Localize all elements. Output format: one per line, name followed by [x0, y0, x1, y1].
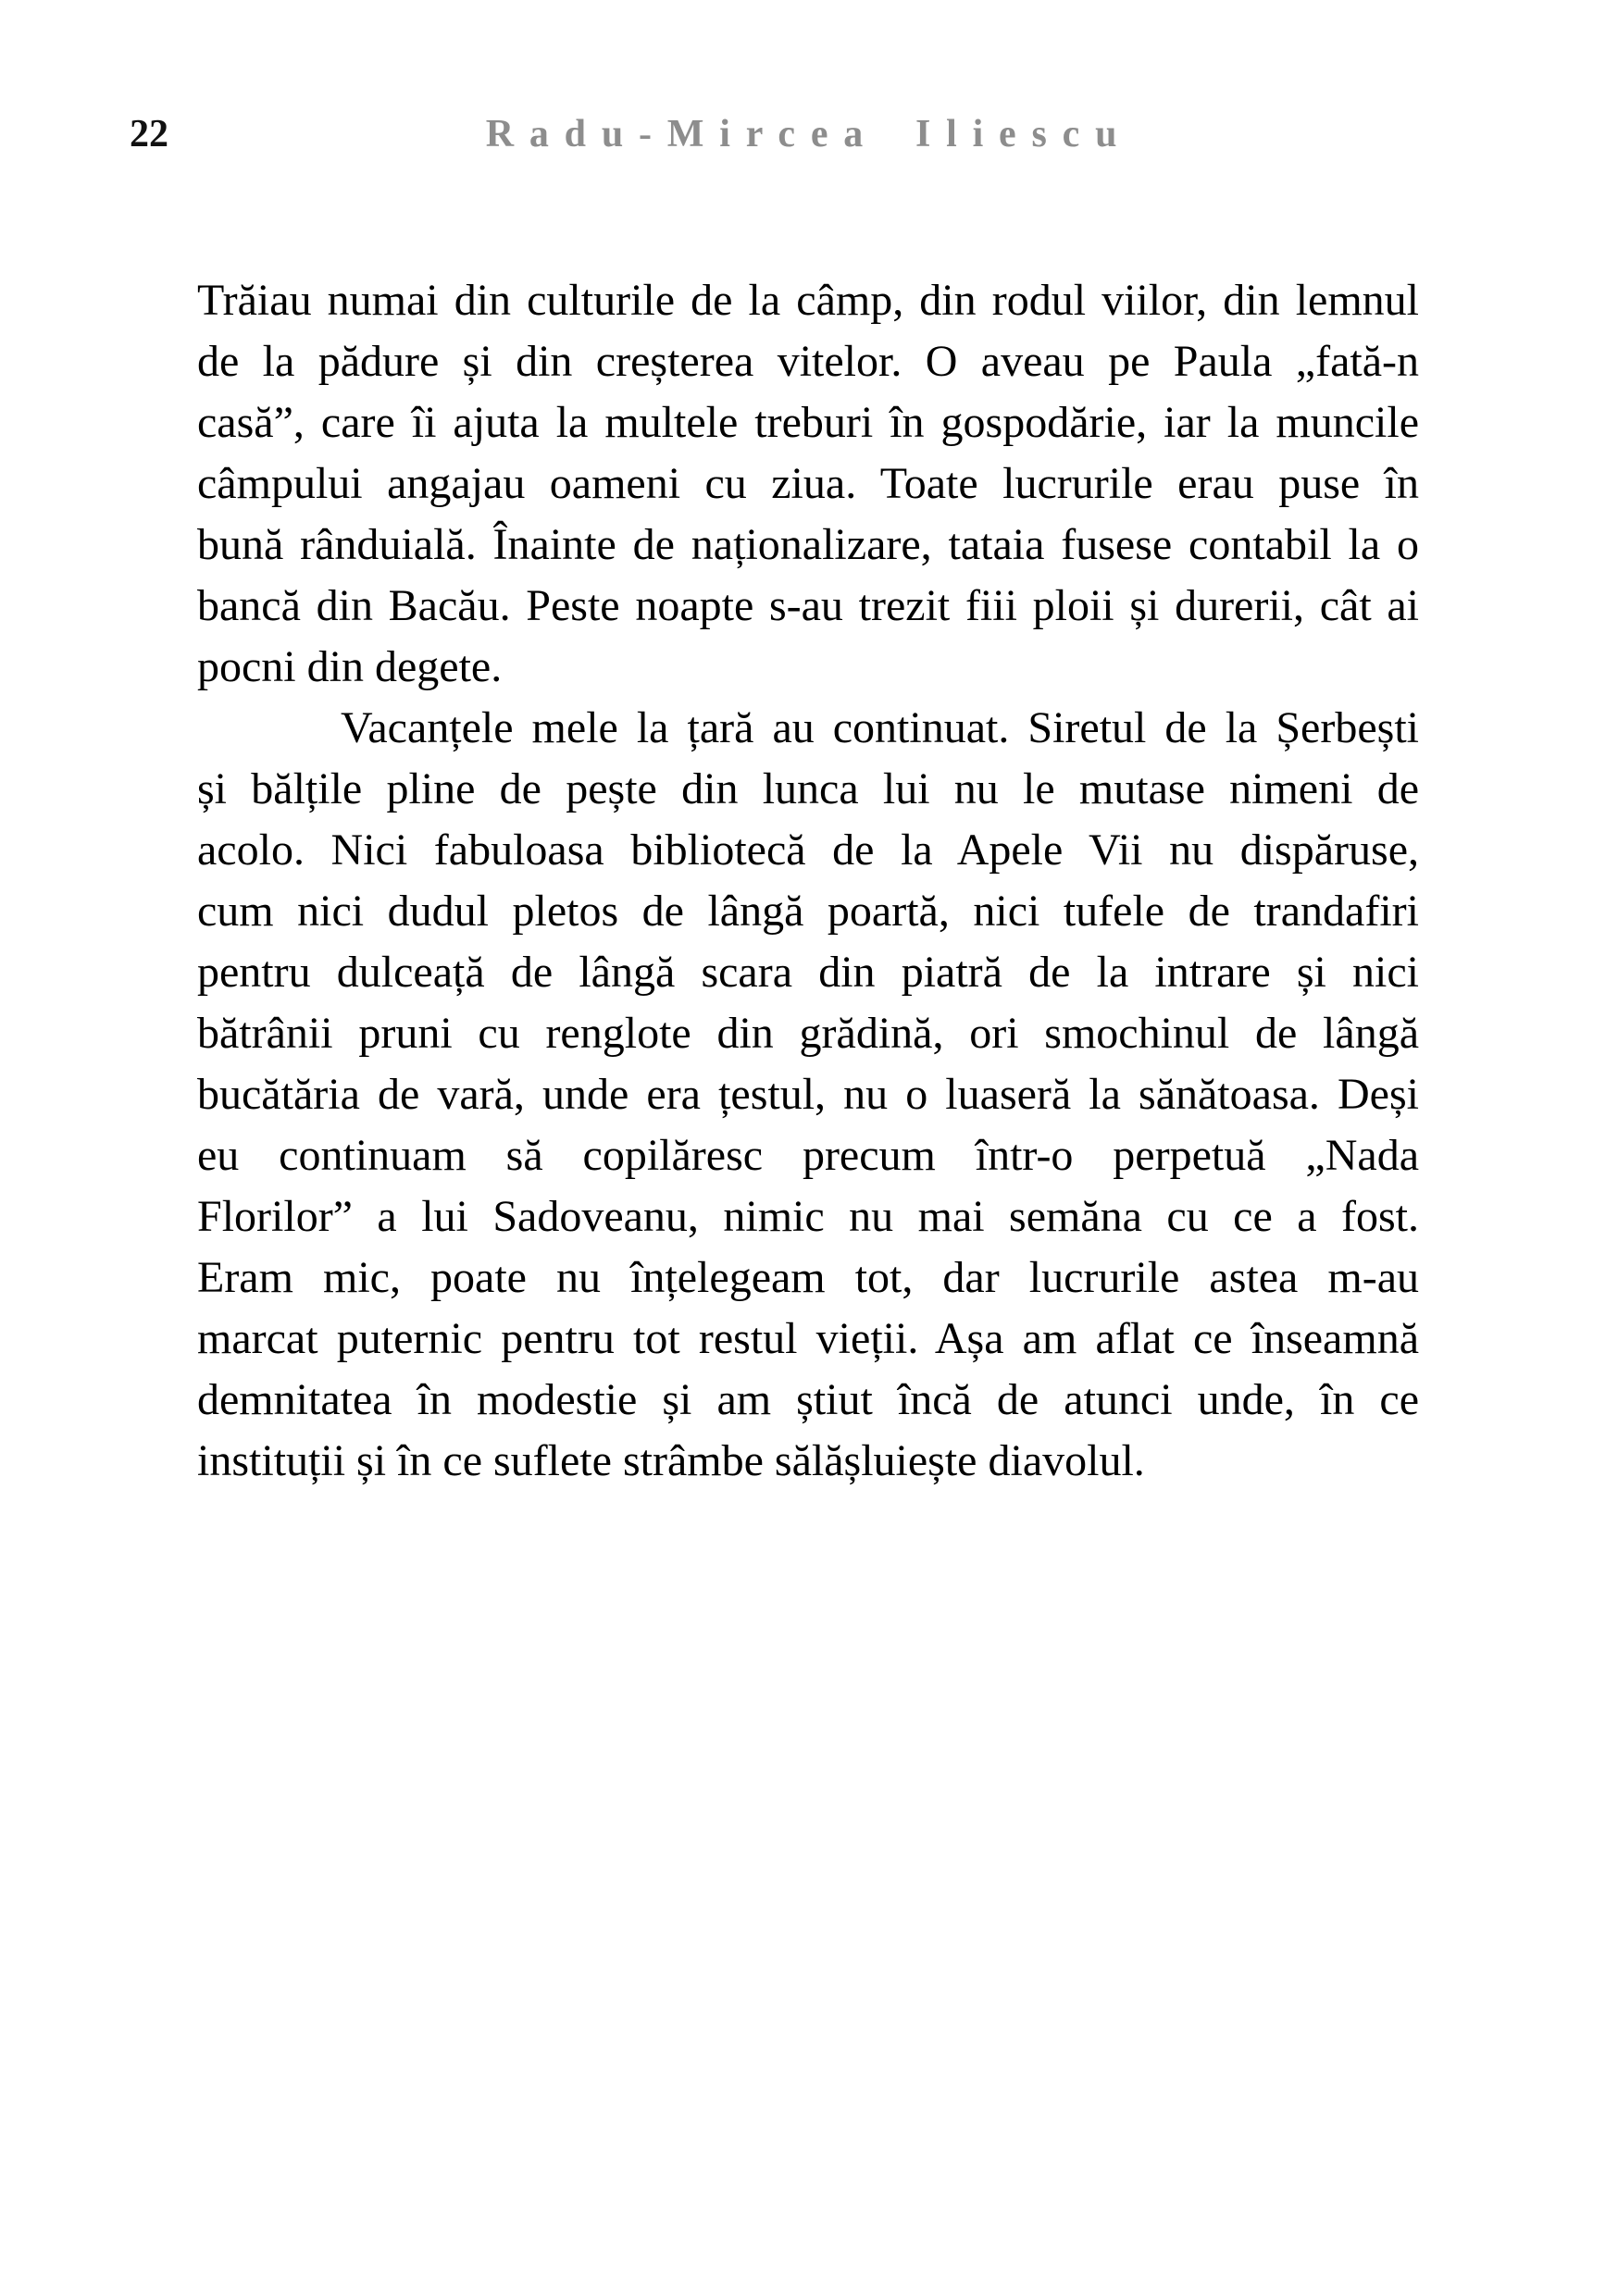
text-line: cum nici dudul pletos de lângă poartă, nici tufele de trandafiri	[197, 887, 1419, 936]
paragraph-2	[197, 698, 1419, 1492]
text-line: de la pădure și din creșterea vitelor. O aveau pe Paula „fată-n	[197, 337, 1419, 386]
text-line: bucătăria de vară, unde era țestul, nu o luaseră la sănătoasa. Deși	[197, 1070, 1419, 1119]
text-line: Florilor” a lui Sadoveanu, nimic nu mai semăna cu ce a fost.	[197, 1192, 1419, 1241]
text-line: bancă din Bacău. Peste noapte s-au trezit fiii ploii și durerii, cât ai	[197, 581, 1419, 630]
text-line: câmpului angajau oameni cu ziua. Toate lucrurile erau puse în	[197, 459, 1419, 508]
text-line: Eram mic, poate nu înțelegeam tot, dar lucrurile astea m-au	[197, 1253, 1419, 1302]
text-line: eu continuam să copilăresc precum într-o perpetuă „Nada	[197, 1131, 1419, 1180]
text-line: casă”, care îi ajuta la multele treburi în gospodărie, iar la muncile	[197, 398, 1419, 447]
text-line: demnitatea în modestie și am știut încă de atunci unde, în ce	[197, 1375, 1419, 1424]
text-line: bună rânduială. Înainte de naționalizare, tataia fusese contabil la o	[197, 520, 1419, 569]
text-line: instituții și în ce suflete strâmbe sălășluiește diavolul.	[197, 1436, 1145, 1485]
page-number: 22	[130, 113, 168, 155]
text-line: Vacanțele mele la țară au continuat. Siretul de la Șerbești	[341, 703, 1419, 752]
text-line: pocni din degete.	[197, 642, 503, 691]
text-line: Trăiau numai din culturile de la câmp, din rodul viilor, din lemnul	[197, 276, 1419, 325]
text-line: și bălțile pline de pește din lunca lui nu le mutase nimeni de	[197, 764, 1419, 813]
text-line: bătrânii pruni cu renglote din grădină, ori smochinul de lângă	[197, 1009, 1419, 1058]
text-line: marcat puternic pentru tot restul vieții. Așa am aflat ce înseamnă	[197, 1314, 1419, 1363]
text-line: acolo. Nici fabuloasa bibliotecă de la Apele Vii nu dispăruse,	[197, 825, 1419, 875]
running-header-author: Radu-Mircea Iliescu	[485, 113, 1133, 155]
body-text	[197, 270, 1419, 1492]
text-line: pentru dulceață de lângă scara din piatră de la intrare și nici	[197, 948, 1419, 997]
paragraph-1	[197, 270, 1419, 698]
